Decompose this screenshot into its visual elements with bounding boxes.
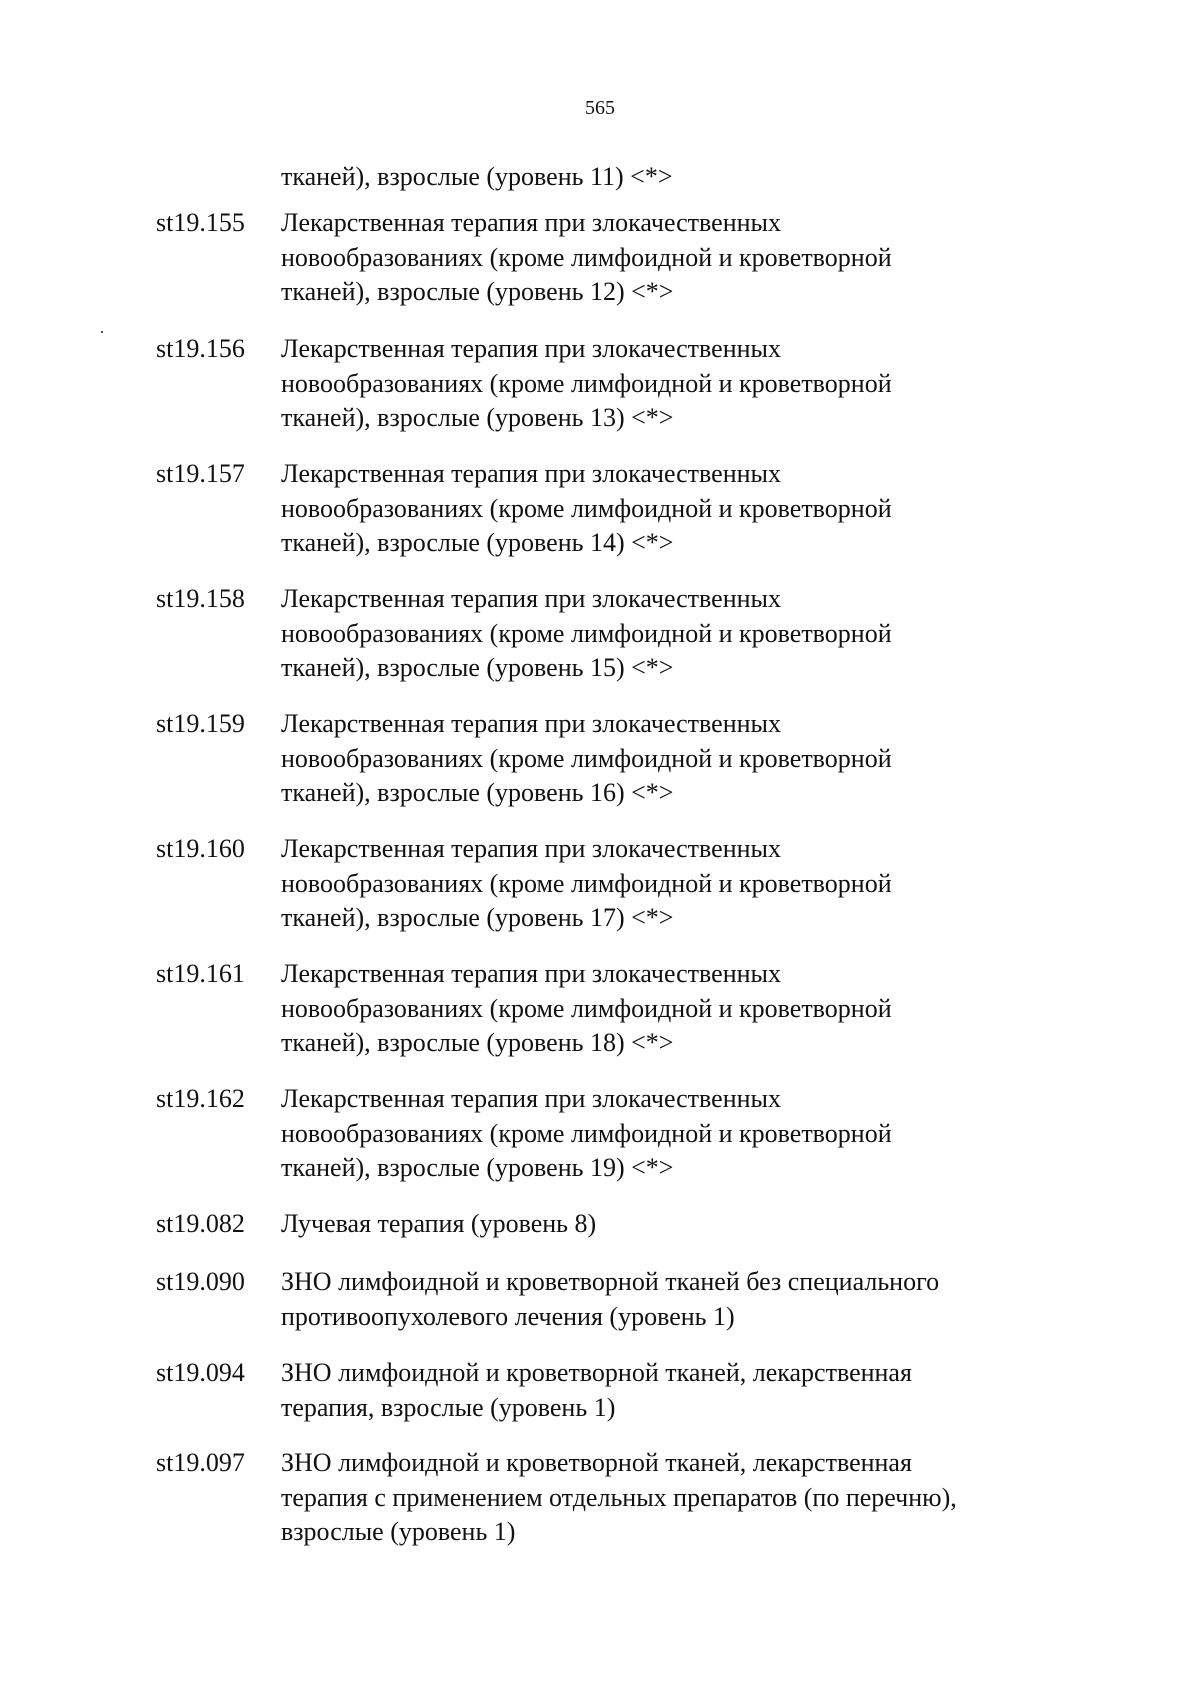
page-number: 565 [585, 97, 615, 119]
entry-code: st19.162 [156, 1084, 245, 1113]
description-line: Лекарственная терапия при злокачественных [281, 709, 781, 738]
description-line: тканей), взрослые (уровень 12) <*> [281, 277, 674, 306]
description-line: новообразованиях (кроме лимфоидной и кроветворной [281, 368, 892, 398]
description-line: тканей), взрослые (уровень 18) <*> [281, 1028, 674, 1057]
description-line: терапия, взрослые (уровень 1) [281, 1392, 616, 1422]
entry-description [281, 1082, 1161, 1186]
description-line: противоопухолевого лечения (уровень 1) [281, 1301, 735, 1331]
entry-description [281, 957, 1161, 1061]
description-line: ЗНО лимфоидной и кроветворной тканей, лекарственная [281, 1358, 912, 1387]
description-line: новообразованиях (кроме лимфоидной и кроветворной [281, 618, 892, 648]
entry-code: st19.160 [156, 834, 245, 863]
description-line: новообразованиях (кроме лимфоидной и кроветворной [281, 868, 892, 898]
description-line: Лекарственная терапия при злокачественных [281, 834, 781, 863]
description-line: тканей), взрослые (уровень 11) <*> [281, 162, 673, 191]
description-line: тканей), взрослые (уровень 19) <*> [281, 1153, 674, 1182]
entry-code: st19.157 [156, 459, 245, 488]
entry-code: st19.090 [156, 1267, 245, 1296]
description-line: Лекарственная терапия при злокачественных [281, 1084, 781, 1113]
description-line: тканей), взрослые (уровень 16) <*> [281, 778, 674, 807]
description-line: тканей), взрослые (уровень 17) <*> [281, 903, 674, 932]
entry-description [281, 707, 1161, 811]
entry-code: st19.156 [156, 334, 245, 363]
entry-description [281, 457, 1161, 561]
description-line: тканей), взрослые (уровень 15) <*> [281, 653, 674, 682]
entry-description [281, 1356, 1161, 1425]
entry-description [281, 332, 1161, 436]
description-line: Лекарственная терапия при злокачественных [281, 584, 781, 613]
description-line: новообразованиях (кроме лимфоидной и кроветворной [281, 1118, 892, 1148]
description-line: Лекарственная терапия при злокачественных [281, 959, 781, 988]
continuation-description [281, 160, 1161, 195]
description-line: взрослые (уровень 1) [281, 1517, 516, 1546]
description-line: Лекарственная терапия при злокачественных [281, 208, 781, 237]
entry-description [281, 206, 1161, 310]
description-line: новообразованиях (кроме лимфоидной и кроветворной [281, 743, 892, 773]
description-line: Лекарственная терапия при злокачественных [281, 459, 781, 488]
description-line: Лекарственная терапия при злокачественных [281, 334, 781, 363]
description-line: терапия с применением отдельных препаратов (по перечню), [281, 1482, 957, 1512]
scan-speck [101, 331, 103, 333]
entry-code: st19.094 [156, 1358, 245, 1387]
description-line: тканей), взрослые (уровень 13) <*> [281, 403, 674, 432]
entry-code: st19.161 [156, 959, 245, 988]
entry-description [281, 1207, 1161, 1242]
entry-code: st19.097 [156, 1448, 245, 1477]
entry-code: st19.158 [156, 584, 245, 613]
description-line: новообразованиях (кроме лимфоидной и кроветворной [281, 242, 892, 272]
description-line: тканей), взрослые (уровень 14) <*> [281, 528, 674, 557]
entry-code: st19.159 [156, 709, 245, 738]
entry-code: st19.155 [156, 208, 245, 237]
entry-description [281, 832, 1161, 936]
entry-description [281, 1446, 1161, 1550]
entry-code: st19.082 [156, 1209, 245, 1238]
description-line: ЗНО лимфоидной и кроветворной тканей, лекарственная [281, 1448, 912, 1477]
description-line: ЗНО лимфоидной и кроветворной тканей без специального [281, 1267, 940, 1296]
description-line: новообразованиях (кроме лимфоидной и кроветворной [281, 993, 892, 1023]
entry-description [281, 1265, 1161, 1334]
description-line: новообразованиях (кроме лимфоидной и кроветворной [281, 493, 892, 523]
description-line: Лучевая терапия (уровень 8) [281, 1209, 597, 1238]
entry-description [281, 582, 1161, 686]
